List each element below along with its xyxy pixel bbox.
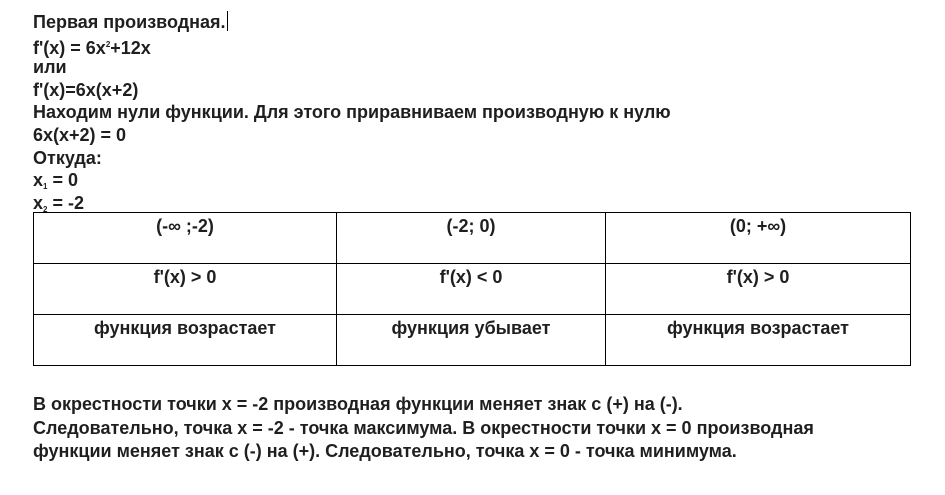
text-caret <box>227 11 228 31</box>
derivative-base: f'(x) = 6x <box>33 37 106 58</box>
root1-index: 1 <box>43 182 48 192</box>
root1-value: = 0 <box>47 170 78 191</box>
interval-text: (-2; 0) <box>446 216 496 236</box>
interval-text: (-∞ ;-2) <box>156 216 214 236</box>
sign-text: f'(x) > 0 <box>153 267 217 287</box>
root2-index: 2 <box>43 204 48 214</box>
derivative-exponent: 2 <box>105 39 111 49</box>
behavior-text: функция возрастает <box>666 318 849 338</box>
table-row-signs <box>34 264 911 315</box>
equation-line: 6x(x+2) = 0 <box>33 124 127 145</box>
table-cell <box>606 264 911 315</box>
conclusion-line-1: В окрестности точки x = -2 производная функции меняет знак с (+) на (-). <box>33 394 683 414</box>
factored-line: f'(x)=6x(x+2) <box>33 79 139 100</box>
find-zeros-line: Находим нули функции. Для этого приравниваем производную к нулю <box>33 102 671 123</box>
conclusion-paragraph <box>33 393 913 464</box>
conclusion-line-2: Следовательно, точка x = -2 - точка максимума. В окрестности точки x = 0 производная <box>33 417 814 438</box>
root2-line <box>33 192 913 215</box>
solution-intro <box>33 11 913 214</box>
behavior-text: функция возрастает <box>93 318 276 338</box>
whence-line: Откуда: <box>33 147 102 168</box>
interval-text: (0; +∞) <box>729 216 787 236</box>
sign-text: f'(x) < 0 <box>439 267 503 287</box>
root1-var: x <box>33 170 44 191</box>
table-row-behavior <box>34 315 911 366</box>
sign-text: f'(x) > 0 <box>726 267 790 287</box>
conclusion-line-3: функции меняет знак с (-) на (+). Следовательно, точка x = 0 - точка минимума. <box>33 441 737 461</box>
table-cell <box>606 213 911 264</box>
behavior-text: функция убывает <box>391 318 551 338</box>
table-row-intervals <box>34 213 911 264</box>
table-cell <box>34 213 337 264</box>
root2-value: = -2 <box>47 192 84 213</box>
table-cell <box>34 315 337 366</box>
table-cell <box>34 264 337 315</box>
root1-line <box>33 169 913 192</box>
sign-table <box>33 212 911 366</box>
table-cell <box>606 315 911 366</box>
table-cell <box>337 264 606 315</box>
table-cell <box>337 213 606 264</box>
table-cell <box>337 315 606 366</box>
root2-var: x <box>33 192 44 213</box>
or-line: или <box>33 57 67 78</box>
title-text: Первая производная. <box>33 12 226 32</box>
title-line <box>33 11 913 34</box>
derivative-line <box>33 34 913 57</box>
derivative-tail: +12x <box>110 37 151 58</box>
